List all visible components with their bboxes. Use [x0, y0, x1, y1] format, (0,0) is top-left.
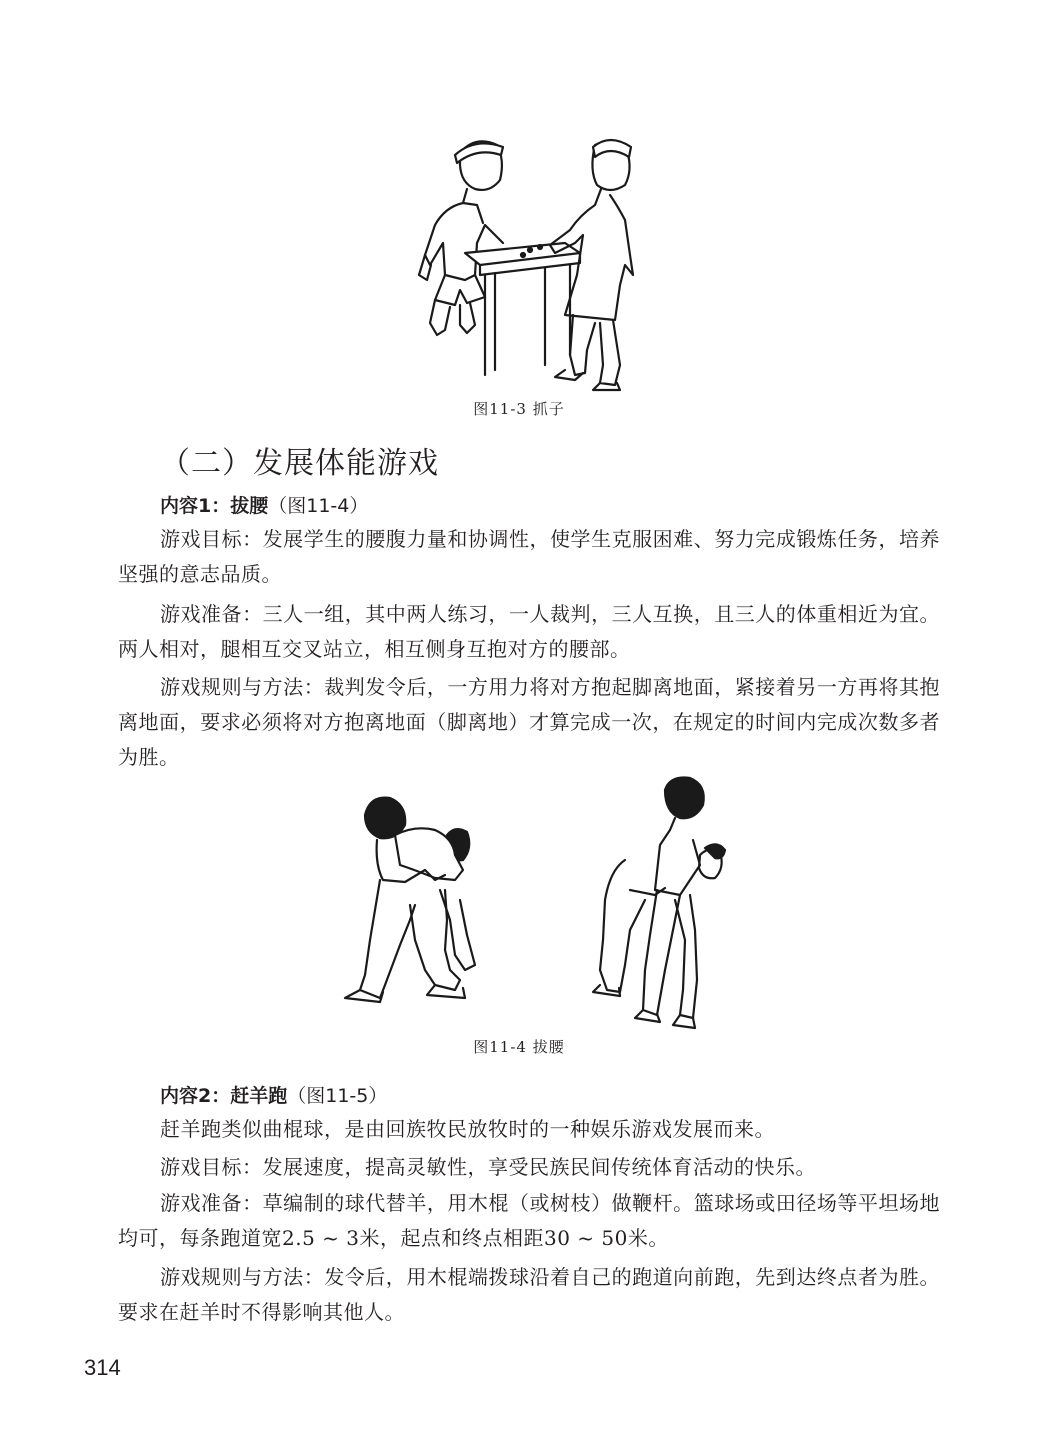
item1-figure-ref: （图11-4）	[268, 495, 369, 517]
page-number: 314	[84, 1355, 121, 1380]
item2-title-text: 内容2：赶羊跑	[160, 1085, 288, 1107]
item2-title	[160, 1081, 387, 1108]
item2-paragraph: 游戏目标：发展速度，提高灵敏性，享受民族民间传统体育活动的快乐。	[160, 1155, 816, 1179]
figure-11-3-caption: 图11-3 抓子	[473, 400, 565, 418]
item2-paragraph: 赶羊跑类似曲棍球，是由回族牧民放牧时的一种娱乐游戏发展而来。	[160, 1117, 775, 1141]
figure-11-4-illustration	[335, 770, 735, 1035]
item1-paragraph: 游戏规则与方法：裁判发令后，一方用力将对方抱起脚离地面，紧接着另一方再将其抱离地面，要求必须将对方抱离地面（脚离地）才算完成一次，在规定的时间内完成次数多者为胜。	[118, 675, 940, 769]
figure-11-3-illustration	[405, 125, 655, 395]
item2-paragraph: 游戏准备：草编制的球代替羊，用木棍（或树枝）做鞭杆。篮球场或田径场等平坦场地均可，每条跑道宽2.5 ~ 3米，起点和终点相距30 ~ 50米。	[118, 1191, 940, 1250]
item2-figure-ref: （图11-5）	[287, 1085, 388, 1107]
item1-paragraph: 游戏准备：三人一组，其中两人练习，一人裁判，三人互换，且三人的体重相近为宜。两人相对，腿相互交叉站立，相互侧身互抱对方的腰部。	[118, 602, 940, 661]
item1-title-text: 内容1：拔腰	[160, 495, 269, 517]
section-title: （二）发展体能游戏	[160, 446, 439, 481]
item2-paragraph: 游戏规则与方法：发令后，用木棍端拨球沿着自己的跑道向前跑，先到达终点者为胜。要求在赶羊时不得影响其他人。	[118, 1265, 940, 1324]
figure-11-4-caption: 图11-4 拔腰	[473, 1038, 565, 1056]
item1-title	[160, 491, 368, 518]
item1-paragraph: 游戏目标：发展学生的腰腹力量和协调性，使学生克服困难、努力完成锻炼任务，培养坚强的意志品质。	[118, 527, 940, 586]
